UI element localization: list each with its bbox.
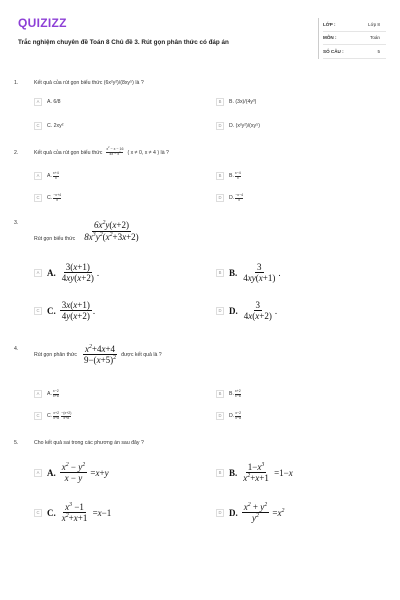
option-fraction: x+2 x−8 (234, 389, 241, 398)
option-label: C. (47, 305, 56, 316)
option-letter-box: C (34, 307, 42, 315)
option-fraction: −x−4 x (235, 193, 244, 202)
option-label: B. (229, 467, 238, 478)
option-math: C. $\frac{x^3 -1}{x^2+x+1}$ = x −1 (47, 502, 112, 524)
option-math: D. $\frac{3}{4x(x+2)}$ . (229, 300, 278, 322)
option-text: B. (3x)/(4y³) (229, 99, 257, 105)
option-fraction: −x+4 x (53, 193, 62, 202)
question-4-option-b[interactable] (216, 390, 242, 399)
option-label: D. (229, 507, 238, 518)
option-text: A. (47, 391, 52, 398)
option-letter-box: D (216, 122, 224, 130)
option-text: D. (229, 195, 235, 202)
question-3-number: 3. (14, 220, 19, 226)
question-4-option-c[interactable] (34, 412, 72, 421)
option-letter-box: D (216, 194, 224, 202)
question-2-number: 2. (14, 150, 19, 156)
option-letter-box: B (216, 172, 224, 180)
option-text: C. (47, 195, 53, 202)
meta-key: SỐ CÂU : (323, 48, 344, 54)
option-math: D. $\frac{x^2 + y^2}{y^2}$ = $x^2$ (229, 502, 285, 524)
option-letter-box: B (216, 390, 224, 398)
option-math: B. $\frac{3}{4xy(x+1)}$ . (229, 262, 281, 284)
question-4-suffix: được kết quả là ? (121, 351, 162, 358)
option-fraction: x−4 x (234, 171, 241, 180)
worksheet-meta (318, 18, 386, 59)
option-fraction: x−2 x−8 (235, 411, 242, 420)
question-5-text: Cho kết quả sai trong các phương án sau đây ? (34, 440, 144, 446)
option-label: B. (229, 267, 238, 278)
meta-value: Toán (370, 35, 380, 41)
question-1-option-d[interactable] (216, 122, 260, 130)
meta-row-subject (323, 32, 386, 46)
question-3-option-d[interactable] (216, 300, 277, 322)
meta-value: Lớp 8 (368, 21, 380, 27)
question-2-option-c[interactable] (34, 194, 62, 203)
option-math: B. $\frac{1-x^3}{x^2+x+1}$ =1− x (229, 462, 293, 484)
question-3-option-a[interactable] (34, 262, 99, 284)
option-text: A. 6/8 (47, 99, 61, 105)
question-4-option-a[interactable] (34, 390, 60, 399)
option-letter-box: A (34, 172, 42, 180)
question-3-option-b[interactable] (216, 262, 281, 284)
option-text: B. (229, 173, 234, 180)
option-fraction: −(x+2) x+8 (61, 411, 72, 420)
meta-key: LỚP : (323, 21, 336, 27)
question-5-option-a[interactable] (34, 462, 109, 484)
option-fraction: x−2 x+8 (52, 389, 59, 398)
option-letter-box: C (34, 509, 42, 517)
question-1-option-b[interactable] (216, 98, 256, 106)
question-3-prefix: Rút gọn biểu thức (34, 236, 76, 242)
question-1-option-c[interactable] (34, 122, 63, 130)
option-math: C. $\frac{3x(x+1)}{4y(x+2)}$ . (47, 300, 96, 322)
quizizz-logo: QUIZIZZ (18, 16, 67, 30)
question-2-option-b[interactable] (216, 172, 242, 181)
option-text: D. (229, 413, 235, 420)
option-math: A. $\frac{3(x+1)}{4xy(x+2)}$ . (47, 262, 100, 284)
option-letter-box: A (34, 98, 42, 106)
option-text: C. (47, 413, 53, 420)
question-1-number: 1. (14, 80, 19, 86)
option-letter-box: A (34, 469, 42, 477)
option-text: D. (x²y²)/(xy⁵) (229, 123, 260, 129)
question-5-option-d[interactable] (216, 502, 284, 524)
option-letter-box: C (34, 122, 42, 130)
option-letter-box: A (34, 390, 42, 398)
option-fraction: x+4 x (52, 171, 59, 180)
question-4-prefix: Rút gọn phân thức (34, 351, 77, 358)
meta-row-class (323, 18, 386, 32)
option-math: A. $\frac{x^2 - y^2}{x - y}$ = x + y (47, 462, 109, 484)
question-4-number: 4. (14, 346, 19, 352)
question-3-expression: $\frac{6x^2y(x+2)}{8x^3y^2(x^2+3x+2)}$ (84, 220, 139, 242)
option-letter-box: A (34, 269, 42, 277)
option-letter-box: C (34, 412, 42, 420)
question-2-suffix: ( x ≠ 0, x ≠ 4 ) là ? (127, 149, 169, 156)
option-letter-box: D (216, 509, 224, 517)
question-1-text: Kết quả của rút gọn biểu thức (6x²y²)/(8xy⁵) là ? (34, 80, 144, 86)
option-label: D. (229, 305, 238, 316)
option-letter-box: D (216, 307, 224, 315)
question-5-option-c[interactable] (34, 502, 111, 524)
worksheet-title: Trắc nghiệm chuyên đề Toán 8 Chủ đề 3. Rút gọn phân thức có đáp án (18, 39, 229, 46)
meta-key: MÔN : (323, 35, 337, 41)
option-letter-box: C (34, 194, 42, 202)
option-text: C. 2xy² (47, 123, 64, 129)
question-2-text (34, 148, 169, 157)
question-3-option-c[interactable] (34, 300, 95, 322)
option-fraction: x+2 x+8 (53, 411, 60, 420)
meta-row-count (323, 45, 386, 59)
question-5-number: 5. (14, 440, 19, 446)
question-4-text (34, 344, 162, 366)
question-2-option-a[interactable] (34, 172, 60, 181)
question-4-expression: $\frac{x^2+4x+4}{9-(x+5)^2}$ (83, 344, 117, 366)
option-text: B. (229, 391, 234, 398)
question-2-option-d[interactable] (216, 194, 244, 203)
option-text: A. (47, 173, 52, 180)
meta-value: 5 (377, 48, 380, 54)
option-letter-box: B (216, 469, 224, 477)
option-letter-box: D (216, 412, 224, 420)
question-5-option-b[interactable] (216, 462, 293, 484)
option-letter-box: B (216, 98, 224, 106)
option-letter-box: B (216, 269, 224, 277)
question-3-text (34, 220, 142, 242)
option-label: C. (47, 507, 56, 518)
question-1-option-a[interactable] (34, 98, 61, 106)
option-label: A. (47, 267, 56, 278)
option-label: A. (47, 467, 56, 478)
question-2-fraction: $x^2 - x - 16$ $4x - x^2$ (106, 147, 124, 157)
question-4-option-d[interactable] (216, 412, 242, 421)
question-2-prefix: Kết quả của rút gọn biểu thức (34, 149, 103, 156)
worksheet-header (12, 8, 392, 68)
